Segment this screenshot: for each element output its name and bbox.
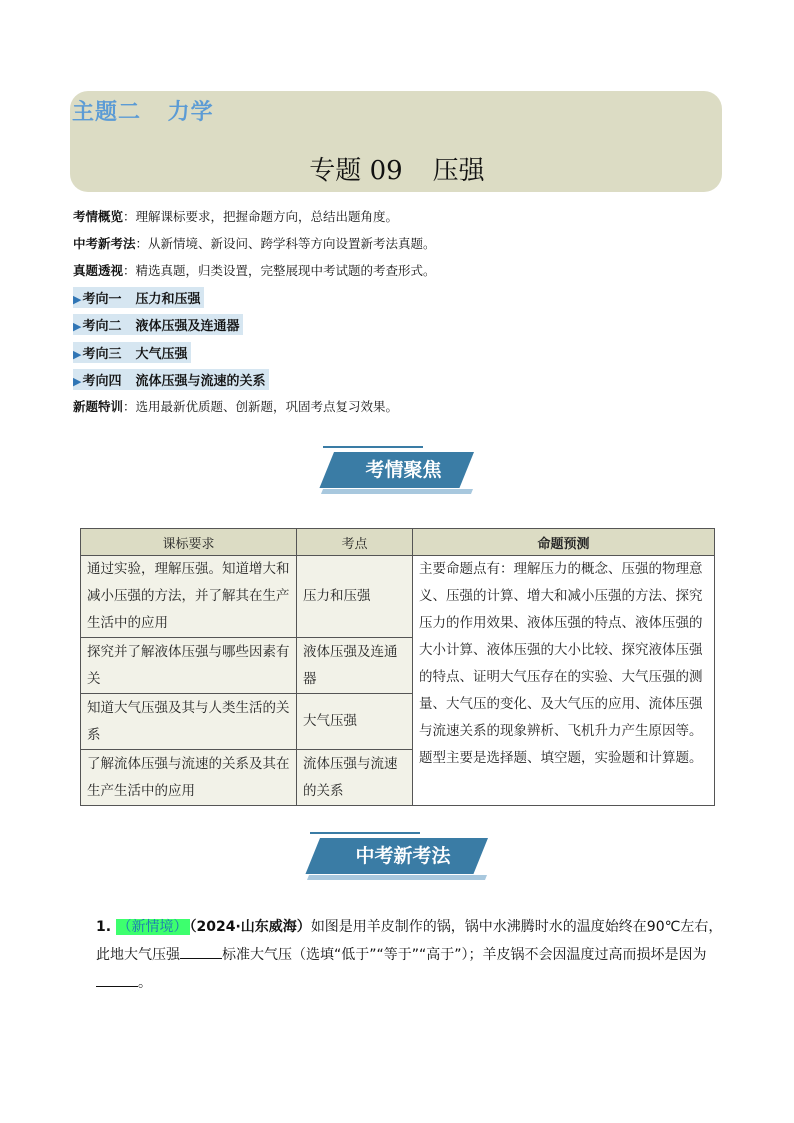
question-text-1: 如图是用羊皮制作的锅，锅中水沸腾时水的温度始终在90℃左右，此地大气压强	[96, 919, 723, 963]
section-badge-focus	[320, 452, 475, 494]
topic-name: 压强	[432, 156, 485, 186]
triangle-right-icon: ▶	[73, 375, 82, 388]
cell-requirement: 了解流体压强与流速的关系及其在生产生活中的应用	[81, 750, 297, 806]
cell-prediction	[413, 556, 715, 806]
question-tag: （新情境）	[117, 919, 188, 935]
direction-link-3[interactable]: ▶考向三 大气压强	[73, 342, 191, 363]
direction-link-4[interactable]: ▶考向四 流体压强与流速的关系	[73, 369, 269, 390]
theme-title: 主题二 力学	[72, 100, 214, 125]
question-number: 1.	[96, 919, 112, 935]
question-text-3: 。	[138, 975, 152, 991]
question-1	[96, 913, 726, 997]
topic-title	[0, 150, 794, 187]
intro-line-overview: 考情概览：理解课标要求，把握命题方向，总结出题角度。	[73, 209, 399, 224]
curriculum-table	[80, 528, 715, 806]
direction-link-2[interactable]: ▶考向二 液体压强及连通器	[73, 314, 243, 335]
triangle-right-icon: ▶	[73, 320, 82, 333]
question-source: （2024·山东威海）	[189, 919, 311, 935]
topic-number: 09	[369, 156, 403, 186]
header-prediction: 命题预测	[413, 529, 715, 556]
cell-requirement: 通过实验，理解压强。知道增大和减小压强的方法，并了解其在生产生活中的应用	[81, 556, 297, 638]
table-header-row	[81, 529, 715, 556]
cell-point: 大气压强	[297, 694, 413, 750]
header-curriculum: 课标要求	[81, 529, 297, 556]
triangle-right-icon: ▶	[73, 348, 82, 361]
header-point: 考点	[297, 529, 413, 556]
cell-requirement: 知道大气压强及其与人类生活的关系	[81, 694, 297, 750]
prediction-text: 主要命题点有：理解压力的概念、压强的物理意义、压强的计算、增大和减小压强的方法、探究压力的作用效果、液体压强的特点、液体压强的大小计算、液体压强的大小比较、探究液体压强的特点、证明大气压存在的实验、大气压强的测量、大气压的变化、及大气压的应用、流体压强与流速关系的现象辨析、飞机升力产生原因等。	[419, 561, 703, 739]
cell-point: 液体压强及连通器	[297, 638, 413, 694]
topic-prefix: 专题	[309, 156, 362, 186]
cell-point: 流体压强与流速的关系	[297, 750, 413, 806]
triangle-right-icon: ▶	[73, 293, 82, 306]
table-row	[81, 556, 715, 638]
section-badge-new-method	[306, 838, 488, 880]
prediction-types: 题型主要是选择题、填空题，实验题和计算题。	[419, 750, 703, 766]
cell-requirement: 探究并了解液体压强与哪些因素有关	[81, 638, 297, 694]
intro-line-real-exam: 真题透视：精选真题，归类设置，完整展现中考试题的考查形式。	[73, 263, 436, 278]
cell-point: 压力和压强	[297, 556, 413, 638]
answer-blank-2[interactable]	[96, 972, 138, 987]
intro-line-new-method: 中考新考法：从新情境、新设问、跨学科等方向设置新考法真题。	[73, 236, 436, 251]
question-text-2: 标准大气压（选填“低于”“等于”“高于”）；羊皮锅不会因温度过高而损坏是因为	[222, 947, 707, 963]
section-title-focus: 考情聚焦	[365, 459, 442, 481]
section-title-new-method: 中考新考法	[355, 845, 451, 867]
direction-link-1[interactable]: ▶考向一 压力和压强	[73, 287, 204, 308]
answer-blank-1[interactable]	[180, 944, 222, 959]
intro-line-new-practice: 新题特训：选用最新优质题、创新题，巩固考点复习效果。	[73, 399, 399, 414]
